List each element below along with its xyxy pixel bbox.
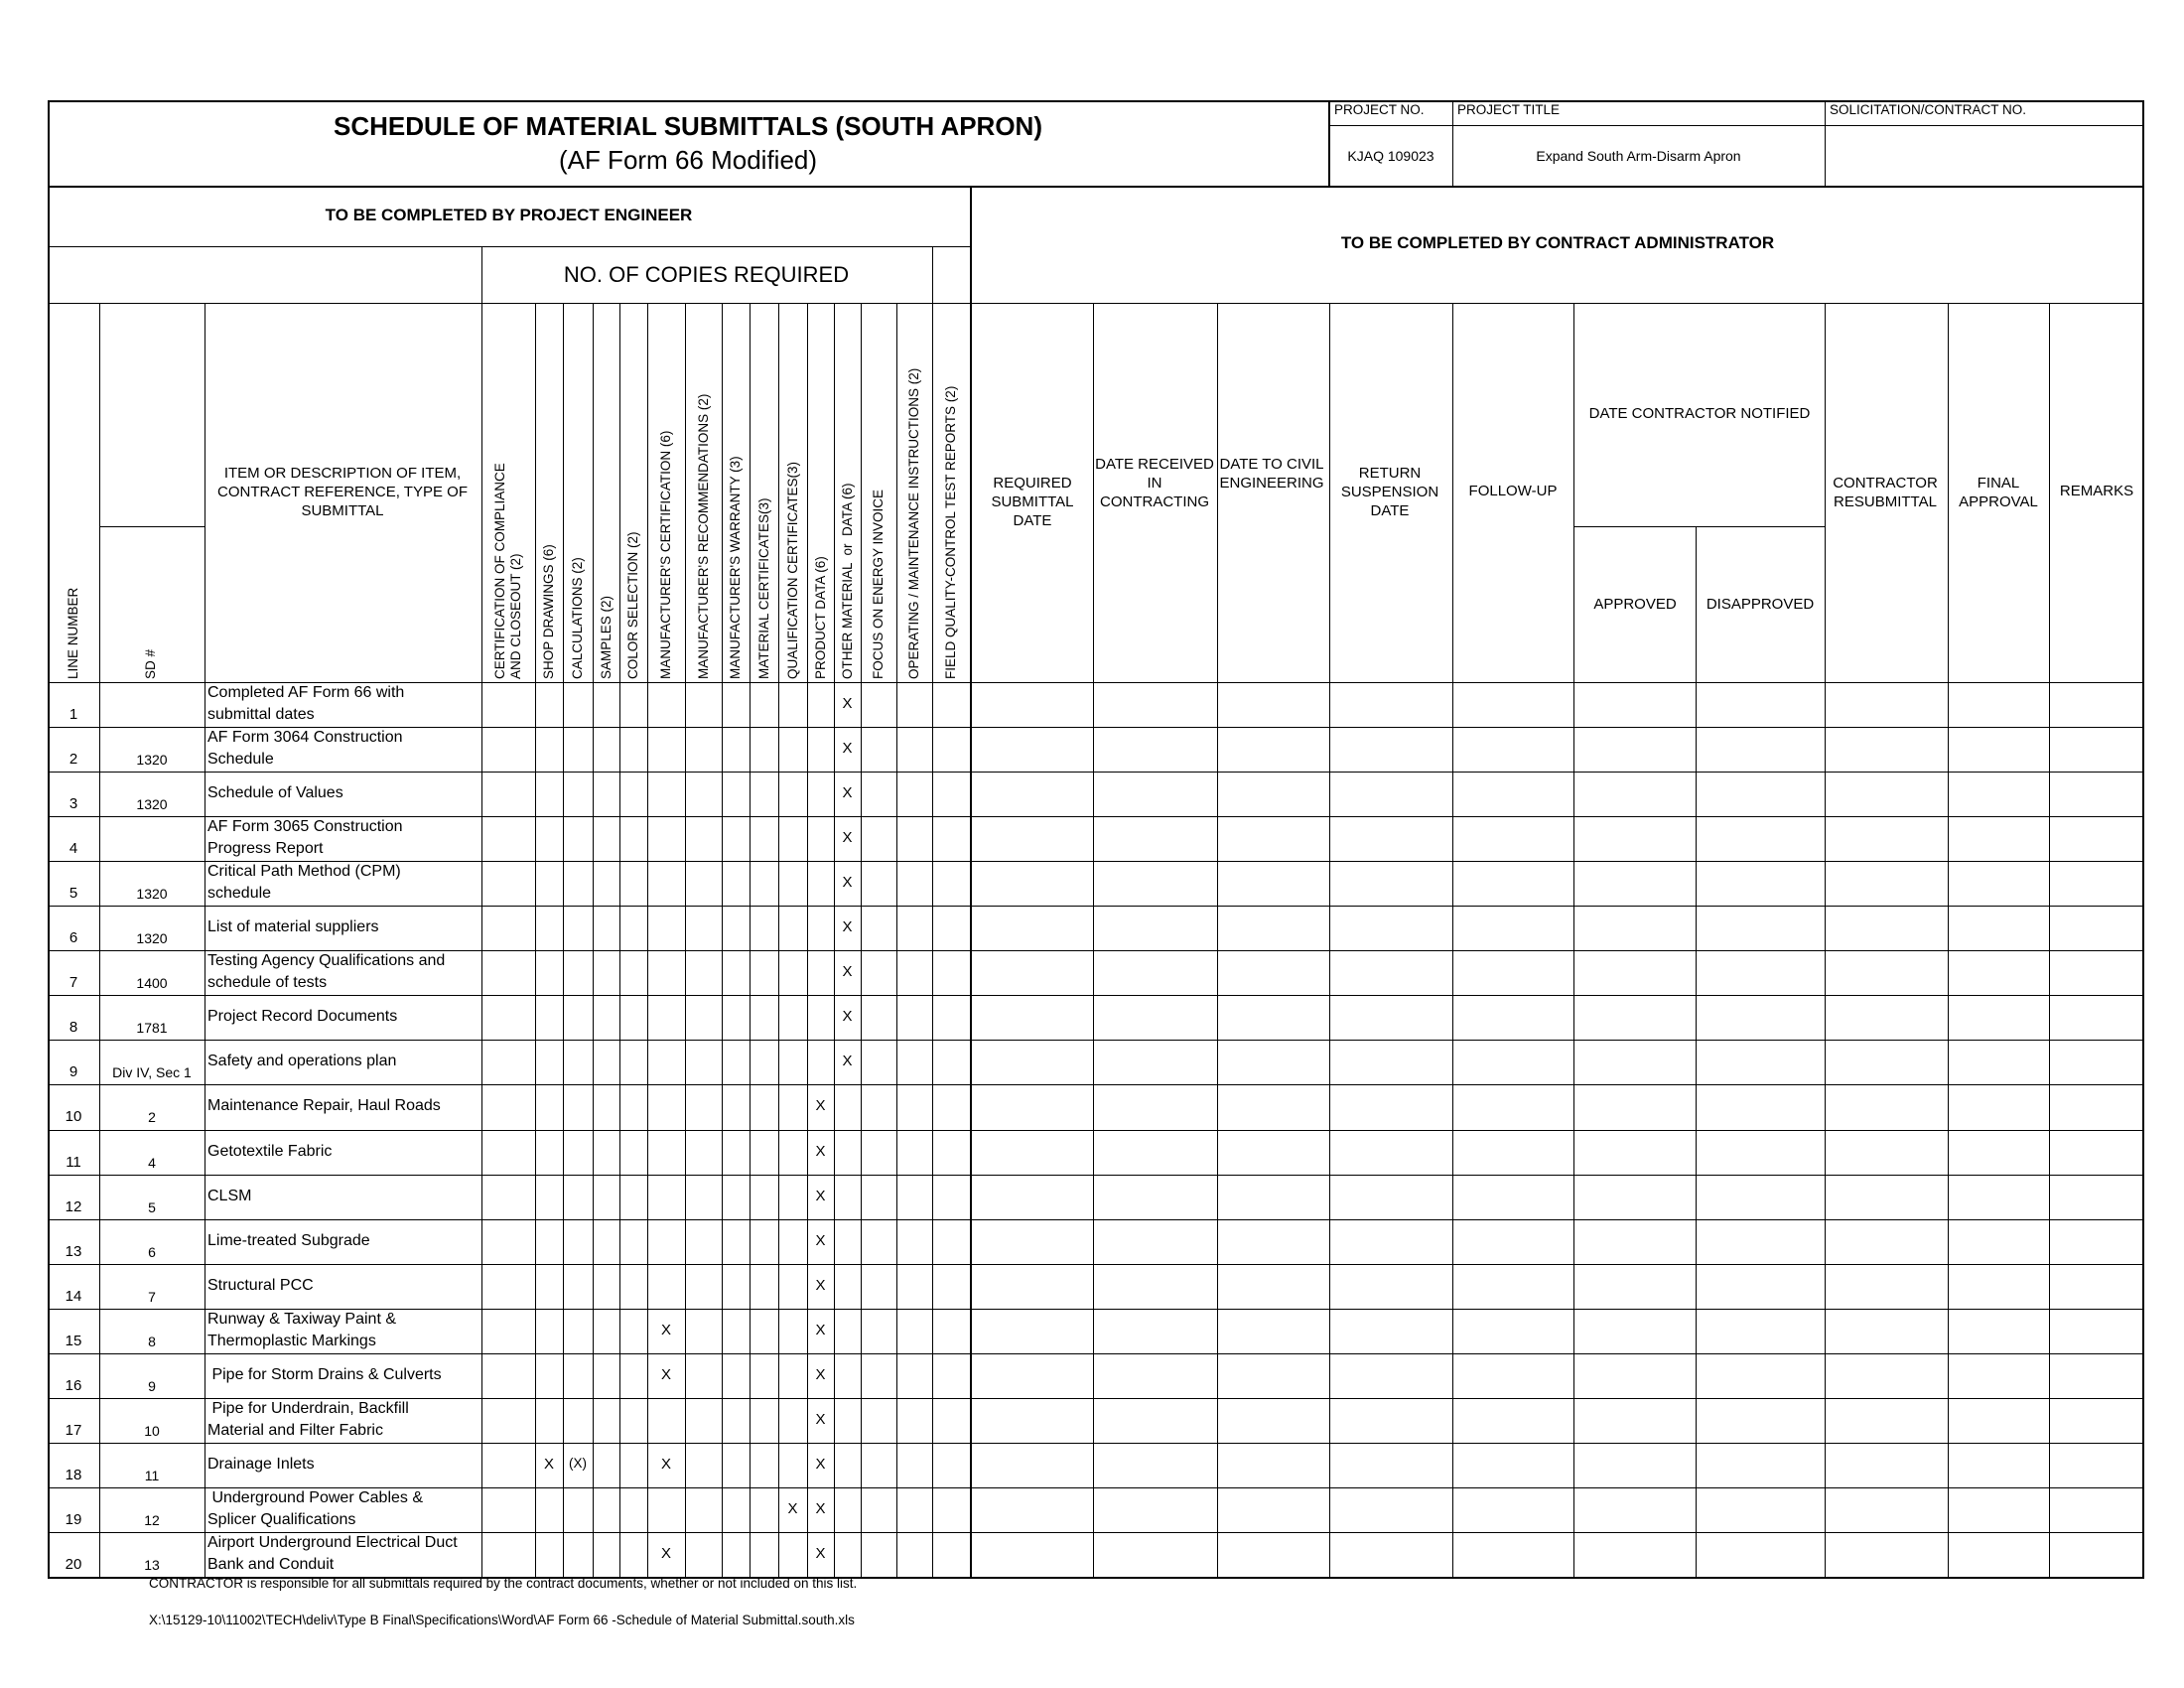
sd-number-cell: 1400 [136,975,168,992]
grid-line-v [1329,303,1330,1577]
file-path: X:\15129-10\11002\TECH\deliv\Type B Final\Specifications\Word\AF Form 66 -Schedule of Material Submittal.south.xls [149,1613,855,1627]
grid-line-h [48,1219,2144,1220]
grid-line-v [1948,303,1949,1577]
item-description-cell: CLSM [207,1187,252,1204]
item-description-cell: AF Form 3065 Construction Progress Report [207,818,403,858]
project-title-label: PROJECT TITLE [1457,102,1561,117]
grid-line-v [1452,303,1453,1577]
grid-line-v [1696,526,1697,1577]
item-description-cell: Completed AF Form 66 with submittal dates [207,684,405,723]
copies-col-header-5: MANUFACTURER'S CERTIFICATION (6) [658,430,673,679]
grid-line-h [48,1040,2144,1041]
sd-number-cell: 1781 [136,1020,168,1037]
sd-number-cell: 7 [148,1288,156,1305]
item-description-cell: Schedule of Values [207,784,343,802]
item-description-cell: Getotextile Fabric [207,1142,333,1160]
form-title: SCHEDULE OF MATERIAL SUBMITTALS (SOUTH APRON) [333,111,1042,141]
item-description-cell: Lime-treated Subgrade [207,1231,370,1249]
line-number-cell: 19 [65,1510,82,1528]
copies-col-header-13: OPERATING / MAINTENANCE INSTRUCTIONS (2) [906,367,921,679]
grid-line-v [896,303,897,1577]
grid-line-v [1573,303,1574,1577]
copy-mark[interactable]: X [815,1097,826,1115]
line-number-cell: 6 [68,929,78,947]
remarks-header: REMARKS [2059,483,2134,499]
grid-line-h [48,772,2144,773]
sd-number-cell: 2 [148,1109,156,1126]
project-no-value[interactable]: KJAQ 109023 [1347,148,1434,164]
item-description-cell: Critical Path Method (CPM) schedule [207,863,401,903]
grid-line-h [48,1264,2144,1265]
grid-line-h [48,727,2144,728]
date-notified-header: DATE CONTRACTOR NOTIFIED [1588,405,1811,422]
grid-line-h [48,906,2144,907]
final-approval-header: FINAL APPROVAL [1959,475,2038,510]
item-description-cell: Drainage Inlets [207,1455,315,1473]
grid-line-v [593,303,594,1577]
copy-mark[interactable]: X [787,1499,798,1517]
disapproved-header: DISAPPROVED [1706,596,1815,613]
grid-line-v [2049,303,2050,1577]
copy-mark[interactable]: X [815,1455,826,1473]
line-number-header: LINE NUMBER [66,587,80,679]
item-description-cell: List of material suppliers [207,918,379,936]
copies-required-label: NO. OF COPIES REQUIRED [563,262,850,287]
copies-col-header-9: QUALIFICATION CERTIFICATES(3) [784,461,800,679]
grid-line-v [1093,303,1094,1577]
grid-line-h [48,1487,2144,1488]
line-number-cell: 1 [68,706,78,723]
line-number-cell: 16 [65,1376,82,1394]
grid-line-v [535,303,536,1577]
copy-mark[interactable]: X [815,1544,826,1562]
item-description-cell: Safety and operations plan [207,1053,397,1070]
line-number-cell: 20 [65,1555,82,1573]
grid-line-v [861,303,862,1577]
copy-mark[interactable]: X [660,1455,671,1473]
grid-line-h [48,861,2144,862]
sd-number-cell: Div IV, Sec 1 [112,1064,192,1081]
copies-col-header-12: FOCUS ON ENERGY INVOICE [871,489,886,679]
grid-line-v [970,187,972,1577]
copy-mark[interactable]: X [842,918,853,936]
grid-line-v [722,303,723,1577]
grid-line-v [48,100,50,1577]
grid-line-h [48,816,2144,817]
line-number-cell: 11 [66,1153,81,1171]
date-received-header: DATE RECEIVED IN CONTRACTING [1095,456,1214,510]
grid-line-h [48,100,2144,102]
grid-line-h [48,1130,2144,1131]
line-number-cell: 3 [68,795,78,813]
item-description-cell: Underground Power Cables & Splicer Qualifications [207,1488,424,1528]
line-number-cell: 10 [65,1108,82,1126]
grid-line-v [619,303,620,1577]
grid-line-h [48,303,2144,304]
follow-up-header: FOLLOW-UP [1468,483,1558,499]
return-suspension-header: RETURN SUSPENSION DATE [1340,465,1439,519]
copy-mark[interactable]: X [815,1499,826,1517]
grid-line-v [1217,303,1218,1577]
grid-line-h [48,950,2144,951]
sd-number-cell: 8 [148,1333,156,1349]
grid-line-v [750,303,751,1577]
admin-section-label: TO BE COMPLETED BY CONTRACT ADMINISTRATOR [1340,233,1775,252]
copy-mark[interactable]: X [660,1365,671,1383]
grid-line-h [48,1353,2144,1354]
grid-line-v [1825,100,1826,187]
copy-mark[interactable]: X [815,1142,826,1160]
sd-number-cell: 12 [144,1511,160,1528]
grid-line-h [48,1175,2144,1176]
item-description-cell: Runway & Taxiway Paint & Thermoplastic Markings [207,1310,397,1349]
grid-line-v [481,246,482,1577]
approved-header: APPROVED [1593,596,1677,613]
grid-line-v [1328,100,1330,187]
grid-line-h [1573,526,1825,527]
sd-number-cell: 11 [144,1467,160,1483]
copies-col-header-0: CERTIFICATION OF COMPLIANCE AND CLOSEOUT (2) [492,463,523,679]
copies-col-header-11: OTHER MATERIAL or DATA (6) [839,483,855,679]
copy-mark[interactable]: X [815,1231,826,1249]
sd-number-cell: 13 [144,1556,160,1573]
copy-mark[interactable]: (X) [569,1455,587,1471]
sd-number-cell: 10 [144,1422,160,1439]
grid-line-v [1452,100,1453,187]
copy-mark[interactable]: X [815,1187,826,1204]
copy-mark[interactable]: X [815,1321,826,1338]
copies-col-header-3: SAMPLES (2) [598,595,614,679]
copy-mark[interactable]: X [543,1455,554,1473]
item-description-cell: Maintenance Repair, Haul Roads [207,1097,441,1115]
grid-line-h [99,526,205,527]
copy-mark[interactable]: X [660,1544,671,1562]
grid-line-h [48,995,2144,996]
grid-line-h [48,1532,2144,1533]
date-civil-header: DATE TO CIVIL ENGINEERING [1219,456,1324,492]
item-description-cell: Structural PCC [207,1276,314,1294]
line-number-cell: 13 [65,1242,82,1260]
item-description-cell: Project Record Documents [207,1008,398,1026]
copy-mark[interactable]: X [815,1276,826,1294]
line-number-cell: 4 [68,840,78,858]
copy-mark[interactable]: X [842,695,853,712]
sd-number-header: SD # [143,648,158,679]
form-subtitle: (AF Form 66 Modified) [558,145,818,175]
item-description-header: ITEM OR DESCRIPTION OF ITEM, CONTRACT REFERENCE, TYPE OF SUBMITTAL [217,465,468,519]
line-number-cell: 8 [68,1019,78,1037]
sd-number-cell: 1320 [136,886,168,903]
line-number-cell: 17 [65,1421,82,1439]
copies-col-header-14: FIELD QUALITY-CONTROL TEST REPORTS (2) [943,385,958,679]
sd-number-cell: 4 [148,1154,156,1171]
line-number-cell: 7 [68,974,78,992]
grid-line-h [48,682,2144,683]
copies-col-header-8: MATERIAL CERTIFICATES(3) [755,497,771,679]
line-number-cell: 2 [68,751,78,769]
grid-line-v [807,303,808,1577]
grid-line-h [48,1084,2144,1085]
grid-line-v [99,303,100,1577]
contract-no-label: SOLICITATION/CONTRACT NO. [1830,102,2027,117]
copies-col-header-10: PRODUCT DATA (6) [812,556,828,679]
copy-mark[interactable]: X [842,784,853,802]
grid-line-v [834,303,835,1577]
project-no-label: PROJECT NO. [1334,102,1425,117]
copy-mark[interactable]: X [842,829,853,847]
line-number-cell: 12 [65,1197,82,1215]
grid-line-v [932,246,933,1577]
item-description-cell: AF Form 3064 Construction Schedule [207,729,403,769]
engineer-section-label: TO BE COMPLETED BY PROJECT ENGINEER [325,206,693,224]
sd-number-cell: 1320 [136,930,168,947]
grid-line-h [48,186,2144,188]
line-number-cell: 14 [65,1287,82,1305]
grid-line-h [48,1398,2144,1399]
line-number-cell: 15 [65,1332,82,1349]
grid-line-v [2142,100,2144,1579]
copies-col-header-7: MANUFACTURER'S WARRANTY (3) [728,456,743,679]
sd-number-cell: 6 [148,1243,156,1260]
footer-note: CONTRACTOR is responsible for all submittals required by the contract documents, whether or not included on this list. [149,1576,858,1591]
grid-line-v [778,303,779,1577]
copies-col-header-4: COLOR SELECTION (2) [625,531,640,679]
copy-mark[interactable]: X [660,1321,671,1338]
copy-mark[interactable]: X [842,1008,853,1026]
sd-number-cell: 1320 [136,796,168,813]
item-description-cell: Pipe for Storm Drains & Culverts [207,1365,442,1383]
sd-number-cell: 5 [148,1198,156,1215]
grid-line-v [647,303,648,1577]
line-number-cell: 9 [68,1063,78,1081]
item-description-cell: Testing Agency Qualifications and schedule of tests [207,952,446,992]
copy-mark[interactable]: X [815,1365,826,1383]
line-number-cell: 18 [65,1466,82,1483]
sd-number-cell: 1320 [136,752,168,769]
copies-col-header-6: MANUFACTURER'S RECOMMENDATIONS (2) [695,393,711,679]
copies-col-header-1: SHOP DRAWINGS (6) [541,544,556,679]
line-number-cell: 5 [68,885,78,903]
grid-line-v [563,303,564,1577]
resubmittal-header: CONTRACTOR RESUBMITTAL [1833,475,1938,510]
project-title-value[interactable]: Expand South Arm-Disarm Apron [1536,148,1741,164]
required-date-header: REQUIRED SUBMITTAL DATE [991,475,1074,529]
grid-line-v [685,303,686,1577]
grid-line-h [48,1443,2144,1444]
copy-mark[interactable]: X [815,1410,826,1428]
grid-line-h [48,1309,2144,1310]
copy-mark[interactable]: X [842,874,853,892]
copy-mark[interactable]: X [842,1053,853,1070]
copy-mark[interactable]: X [842,963,853,981]
copy-mark[interactable]: X [842,740,853,758]
grid-line-v [1825,303,1826,1577]
item-description-cell: Pipe for Underdrain, Backfill Material and Filter Fabric [207,1399,409,1439]
item-description-cell: Airport Underground Electrical Duct Bank and Conduit [207,1533,458,1573]
sd-number-cell: 9 [148,1377,156,1394]
grid-line-h [48,246,970,247]
copies-col-header-2: CALCULATIONS (2) [570,557,585,679]
